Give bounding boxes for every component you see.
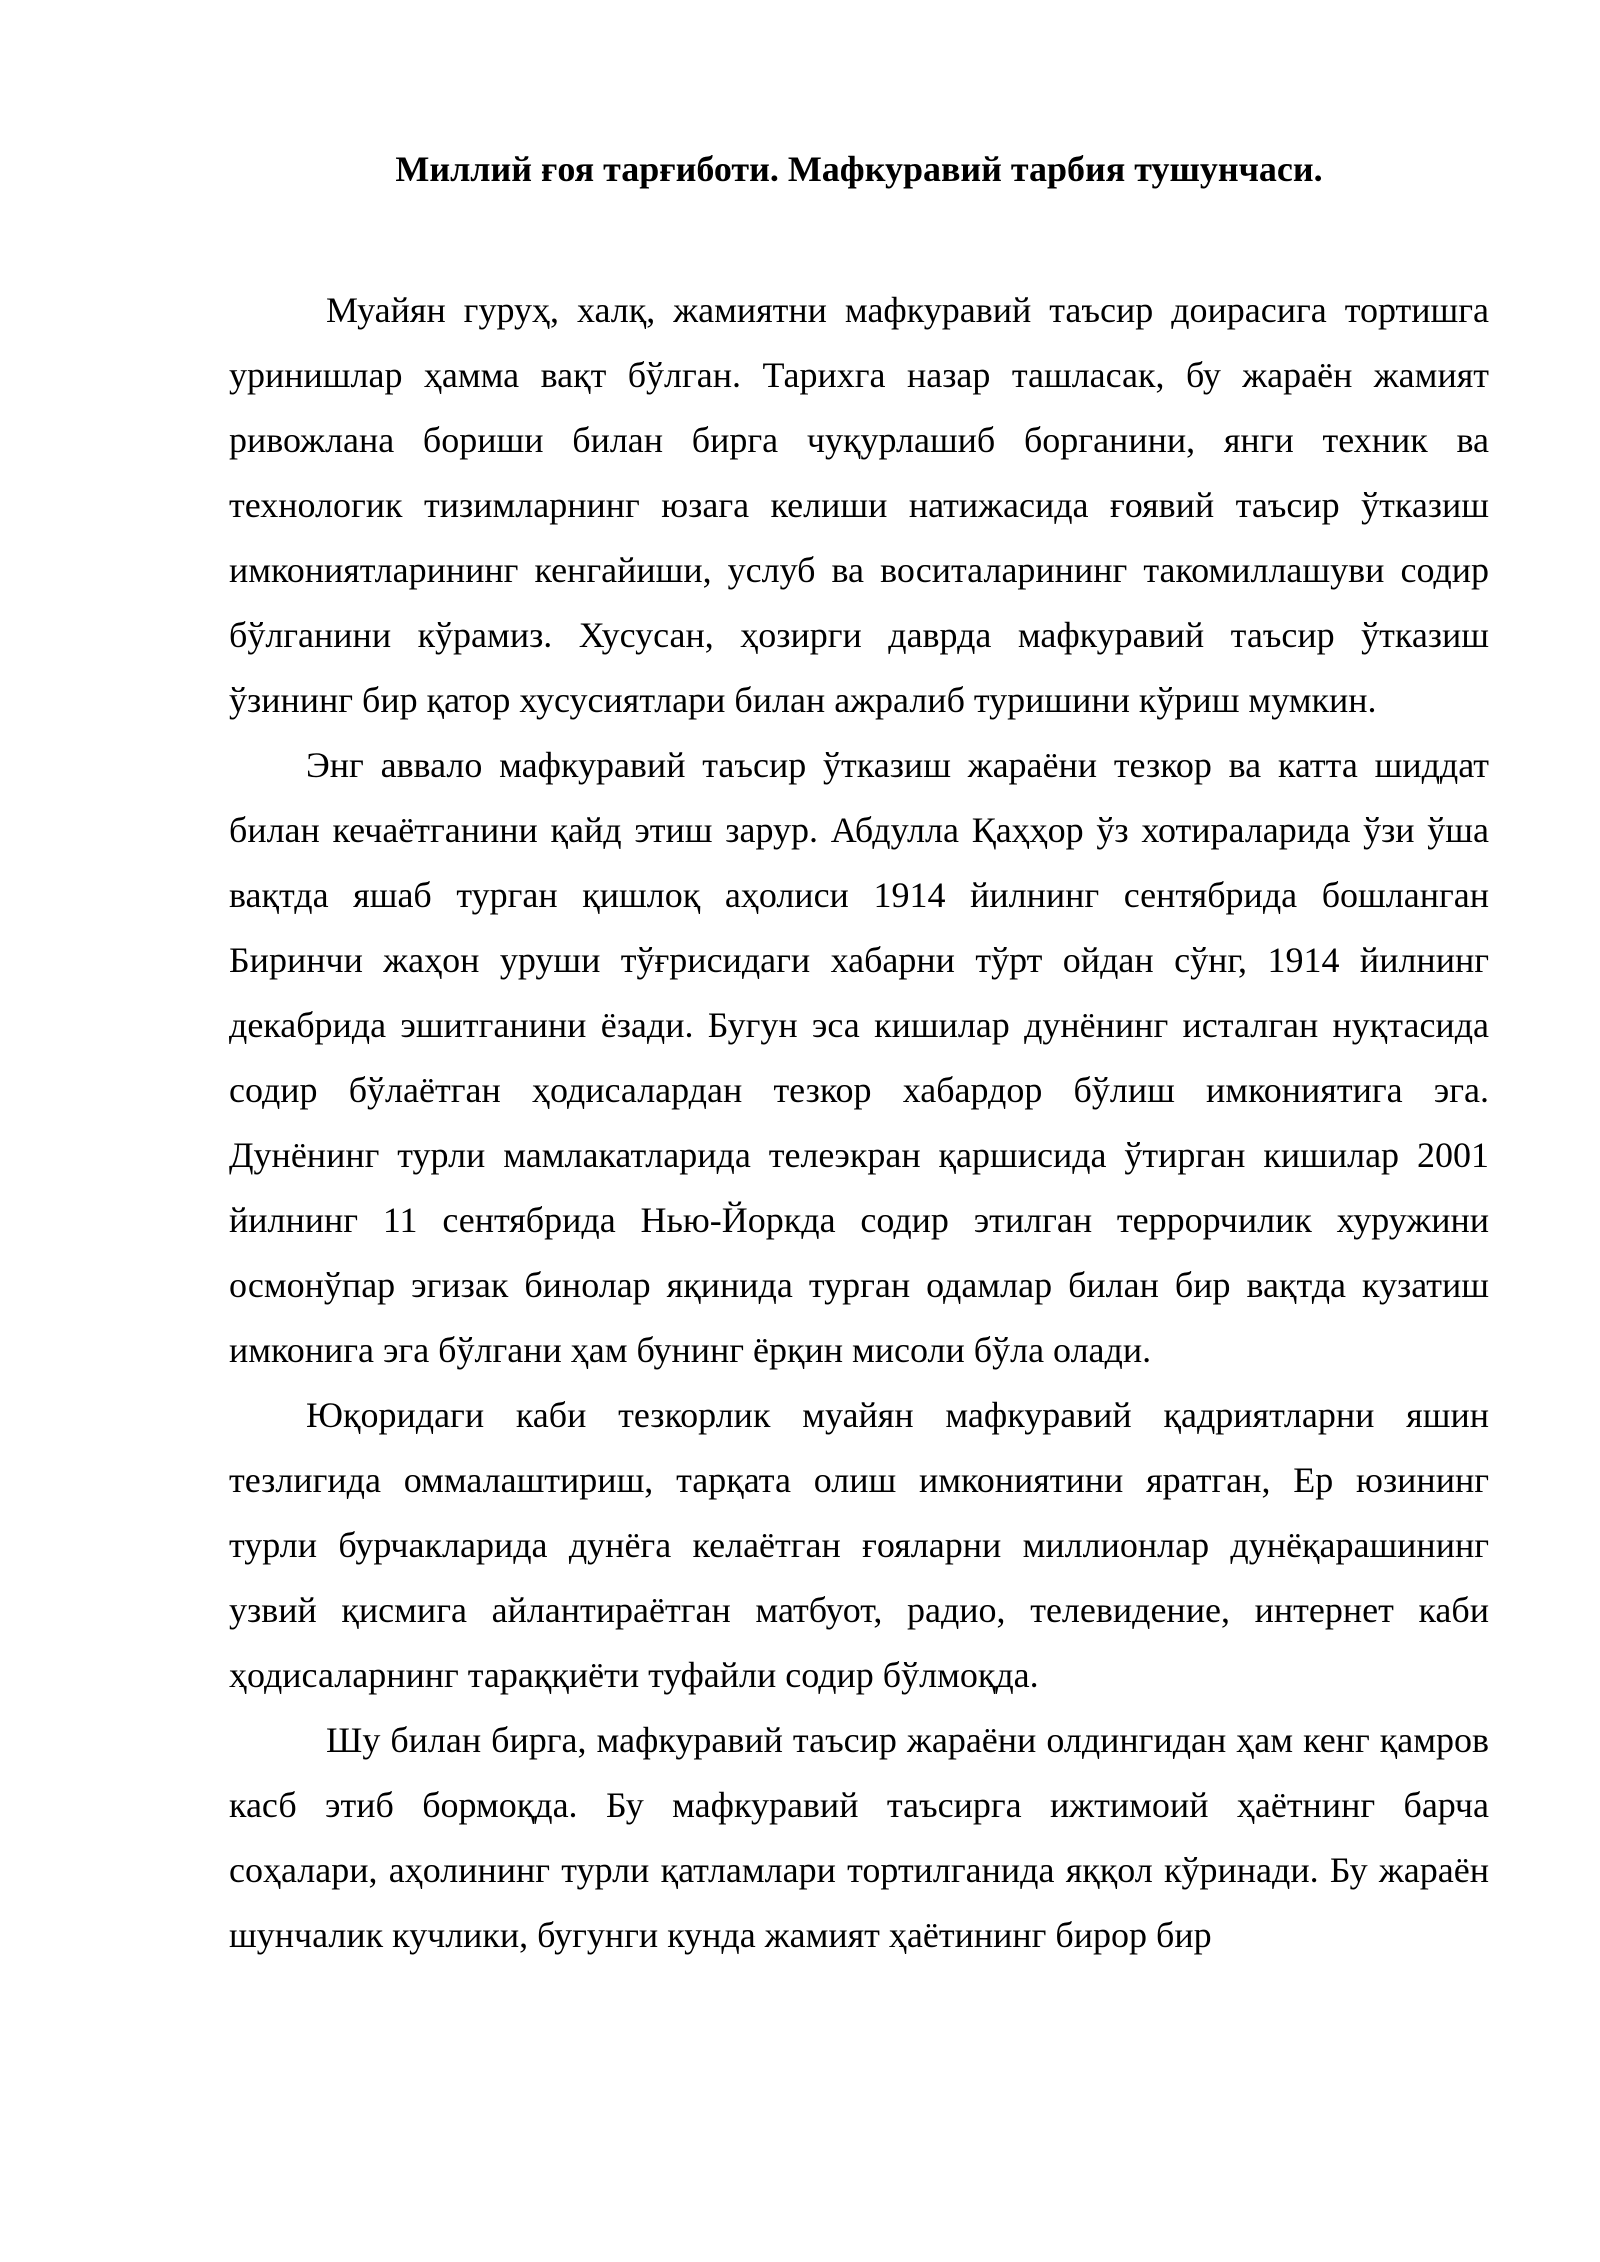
paragraph-4: Шу билан бирга, мафкуравий таъсир жараёни олдингидан ҳам кенг қамров касб этиб бормоқда. Бу мафкуравий таъсирга ижтимоий ҳаётнинг барча соҳалари, аҳолининг турли қатламлари тортилганида яққол кўринади. Бу жараён шунчалик кучлики, бугунги кунда жамият ҳаётининг бирор бир (229, 1720, 1489, 1955)
paragraph-3: Юқоридаги каби тезкорлик муайян мафкуравий қадриятларни яшин тезлигида оммалаштириш, тарқата олиш имкониятини яратган, Ер юзининг турли бурчакларида дунёга келаётган ғояларни миллионлар дунёқарашининг узвий қисмига айлантираётган матбуот, радио, телевидение, интернет каби ҳодисаларнинг тараққиёти туфайли содир бўлмоқда. (229, 1395, 1489, 1695)
paragraph-1: Муайян гуруҳ, халқ, жамиятни мафкуравий таъсир доирасига тортишга уринишлар ҳамма вақт бўлган. Тарихга назар ташласак, бу жараён жамият ривожлана бориши билан бирга чуқурлашиб борганини, янги техник ва технологик тизимларнинг юзага келиши натижасида ғоявий таъсир ўтказиш имкониятларининг кенгайиши, услуб ва воситаларининг такомиллашуви содир бўлганини кўрамиз. Хусусан, ҳозирги даврда мафкуравий таъсир ўтказиш ўзининг бир қатор хусусиятлари билан ажралиб туришини кўриш мумкин. (229, 290, 1489, 720)
document-title: Миллий ғоя тарғиботи. Мафкуравий тарбия тушунчаси. (395, 149, 1323, 189)
document-body (229, 278, 1489, 1968)
paragraph-2: Энг аввало мафкуравий таъсир ўтказиш жараёни тезкор ва катта шиддат билан кечаётганини қайд этиш зарур. Абдулла Қаҳҳор ўз хотираларида ўзи ўша вақтда яшаб турган қишлоқ аҳолиси 1914 йилнинг сентябрида бошланган Биринчи жаҳон уруши тўғрисидаги хабарни тўрт ойдан сўнг, 1914 йилнинг декабрида эшитганини ёзади. Бугун эса кишилар дунёнинг исталган нуқтасида содир бўлаётган ҳодисалардан тезкор хабардор бўлиш имкониятига эга. Дунёнинг турли мамлакатларида телеэкран қаршисида ўтирган кишилар 2001 йилнинг 11 сентябрида Нью-Йоркда содир этилган террорчилик хуружини осмонўпар эгизак бинолар яқинида турган одамлар билан бир вақтда кузатиш имконига эга бўлгани ҳам бунинг ёрқин мисоли бўла олади. (229, 745, 1489, 1370)
